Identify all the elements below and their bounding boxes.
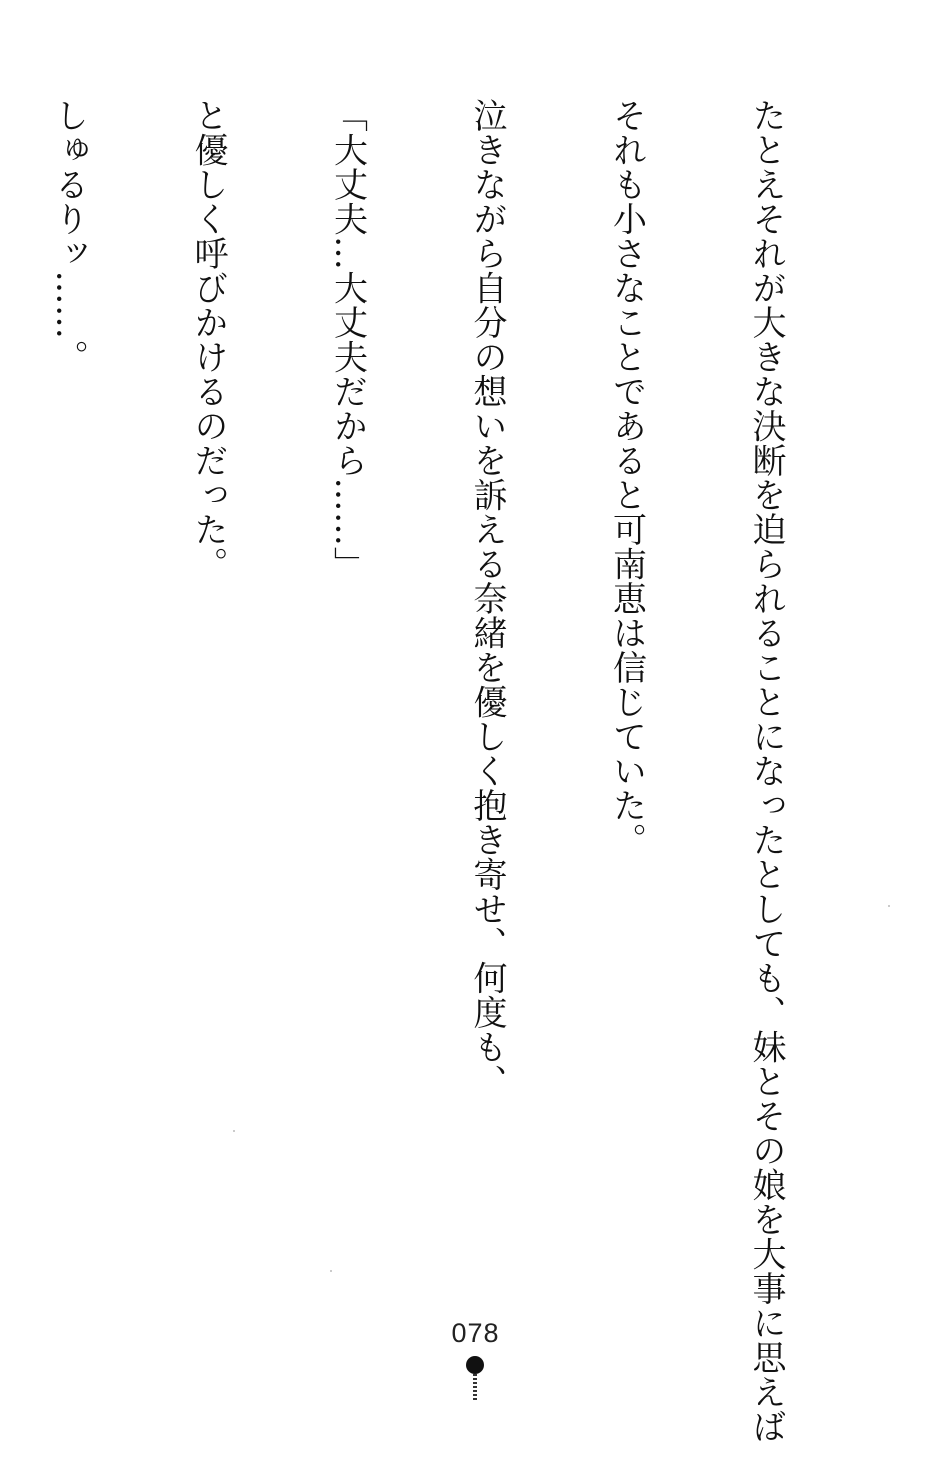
page-ornament-icon (466, 1356, 484, 1400)
text-line: しゅるりッ……。 (48, 98, 89, 374)
text-line: 泣きながら自分の想いを訴える奈緒を優しく抱き寄せ、何度も、 (467, 98, 507, 1099)
paper-speck (233, 1130, 235, 1132)
paper-speck (888, 905, 890, 907)
paper-speck (330, 1270, 332, 1272)
ornament-dot (466, 1356, 484, 1374)
text-line: 「大丈夫…大丈夫だから……」 (327, 98, 368, 581)
page-number: 078 (451, 1318, 500, 1348)
text-line: と優しく呼びかけるのだった。 (188, 98, 228, 581)
text-line: それも小さなことであると可南恵は信じていた。 (606, 98, 647, 857)
text-line: たとえそれが大きな決断を迫られることになったとしても、妹とその娘を大事に思えば (746, 98, 786, 1444)
ornament-stem (473, 1374, 477, 1400)
